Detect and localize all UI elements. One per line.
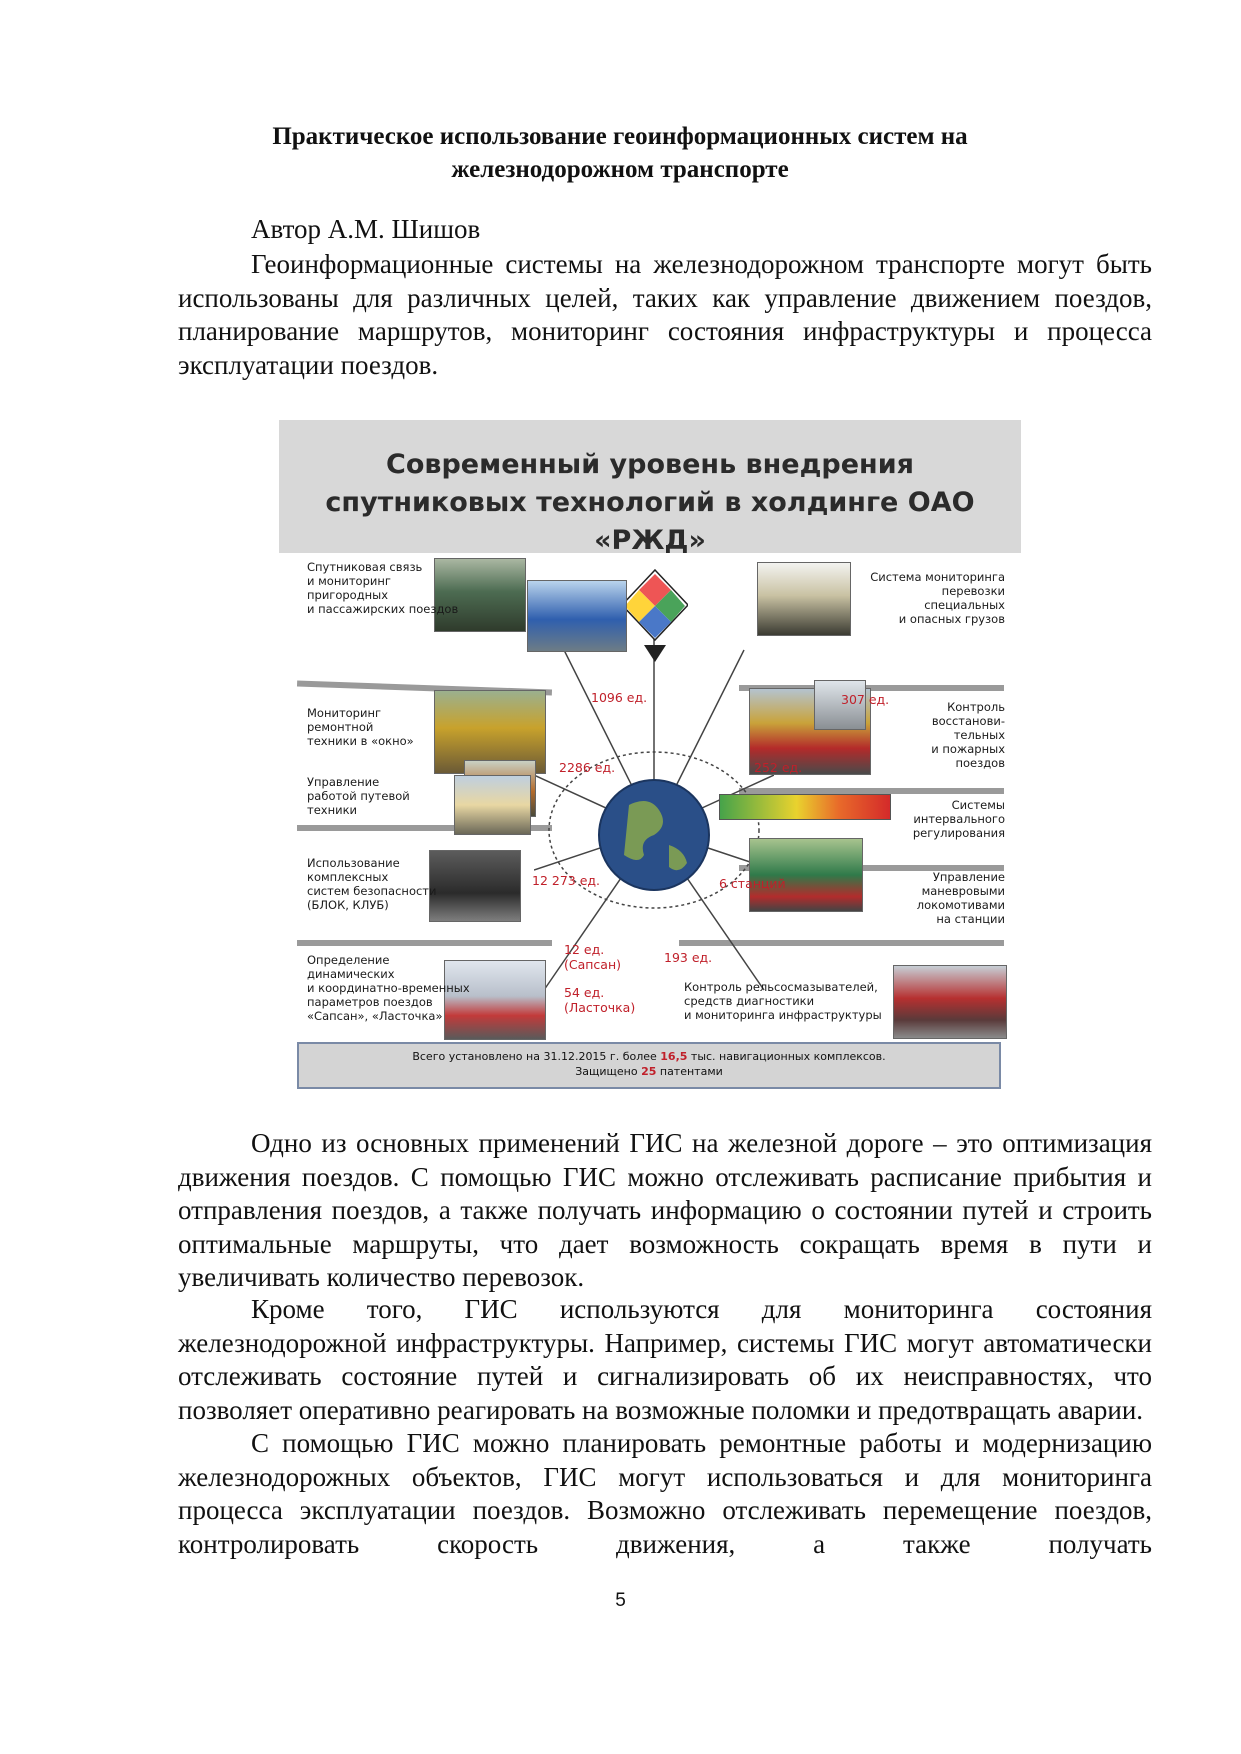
caption-interval-regulation: Системы интервального регулирования: [912, 798, 1005, 840]
document-title: [180, 120, 1060, 186]
caption-rail-lubricators: Контроль рельсосмазывателей, средств диагностики и мониторинга инфраструктуры: [684, 980, 882, 1022]
caption-recovery-trains: Контроль восстанови- тельных и пожарных поездов: [931, 700, 1005, 770]
caption-shunting-locomotives: Управление маневровыми локомотивами на станции: [916, 870, 1005, 926]
infrastructure-train-photo: [893, 965, 1007, 1039]
author-line: Автор А.М. Шишов: [251, 214, 481, 244]
caption-safety-systems: Использование комплексных систем безопасности (БЛОК, КЛУБ): [307, 856, 437, 912]
figure-title-line-1: Современный уровень внедрения: [386, 449, 914, 480]
interval-regulation-bar: [719, 794, 891, 820]
track-equipment-photo: [454, 775, 531, 835]
caption-hazardous-cargo: Система мониторинга перевозки специальных и опасных грузов: [870, 570, 1005, 626]
count-6-stations: 6 станций: [719, 876, 786, 891]
title-line-1: Практическое использование геоинформационных систем на: [272, 123, 968, 150]
caption-repair-monitoring: Мониторинг ремонтной техники в «окно»: [307, 706, 414, 748]
page-number: 5: [615, 1590, 626, 1611]
summary-text-a: Всего установлено на 31.12.2015 г. более: [412, 1050, 661, 1063]
hazard-diamond-icon: [622, 530, 688, 670]
paragraph-repair-planning: С помощью ГИС можно планировать ремонтные работы и модернизацию железнодорожных объектов, ГИС могут использоваться и для мониторинга процесса эксплуатации поездов. Возможно отслеживать перемещение поездов, контролировать скорость движения, а также получать: [178, 1428, 1152, 1559]
caption-satellite-communication: Спутниковая связь и мониторинг пригородных и пассажирских поездов: [307, 560, 459, 616]
caption-dynamic-parameters: Определение динамических и координатно-временных параметров поездов «Сапсан», «Ласточка»: [307, 953, 470, 1023]
tank-car-photo: [757, 562, 851, 636]
summary-text-c: Защищено: [575, 1065, 642, 1078]
title-line-2: железнодорожном транспорте: [451, 156, 789, 183]
count-12273: 12 273 ед.: [532, 873, 601, 888]
shunting-locomotive-photo: [749, 838, 863, 912]
paragraph-infrastructure: Кроме того, ГИС используются для мониторинга состояния железнодорожной инфраструктуры. Например, системы ГИС могут автоматически отслеживать состояние путей и сигнализировать об их неисправностях, что позволяет оперативно реагировать на возможные поломки и предотвращать аварии.: [178, 1294, 1152, 1425]
summary-text-b: тыс. навигационных комплексов.: [687, 1050, 886, 1063]
infographic-figure: [279, 420, 1021, 1091]
caption-track-machinery-control: Управление работой путевой техники: [307, 775, 410, 817]
count-sapsan: 12 ед. (Сапсан): [564, 942, 622, 972]
connector-band: [297, 940, 552, 946]
count-2286: 2286 ед.: [559, 760, 616, 775]
count-lastochka: 54 ед. (Ласточка): [564, 985, 636, 1015]
summary-highlight-1: 16,5: [660, 1050, 688, 1063]
count-1096: 1096 ед.: [591, 690, 648, 705]
passenger-train-photo: [527, 580, 627, 652]
figure-summary-box: [297, 1042, 1001, 1089]
count-307: 307 ед.: [841, 692, 890, 707]
figure-title-line-2: спутниковых технологий в холдинге ОАО «РЖД»: [325, 487, 975, 556]
summary-highlight-2: 25: [641, 1065, 657, 1078]
summary-text-d: патентами: [656, 1065, 723, 1078]
cab-safety-system-photo: [429, 850, 521, 922]
summary-line-2: [299, 1064, 999, 1079]
count-252: 252 ед.: [754, 760, 803, 775]
figure-summary-text: [299, 1049, 999, 1079]
summary-line-1: [299, 1049, 999, 1064]
count-193: 193 ед.: [664, 950, 713, 965]
paragraph-optimization: Одно из основных применений ГИС на железной дороге – это оптимизация движения поездов. С помощью ГИС можно отслеживать расписание прибытия и отправления поездов, а также получать информацию о состоянии путей и строить оптимальные маршруты, что дает возможность сокращать время в пути и увеличивать количество перевозок.: [178, 1128, 1152, 1292]
paragraph-intro: Геоинформационные системы на железнодорожном транспорте могут быть использованы для различных целей, таких как управление движением поездов, планирование маршрутов, мониторинг состояния инфраструктуры и процесса эксплуатации поездов.: [178, 249, 1152, 380]
